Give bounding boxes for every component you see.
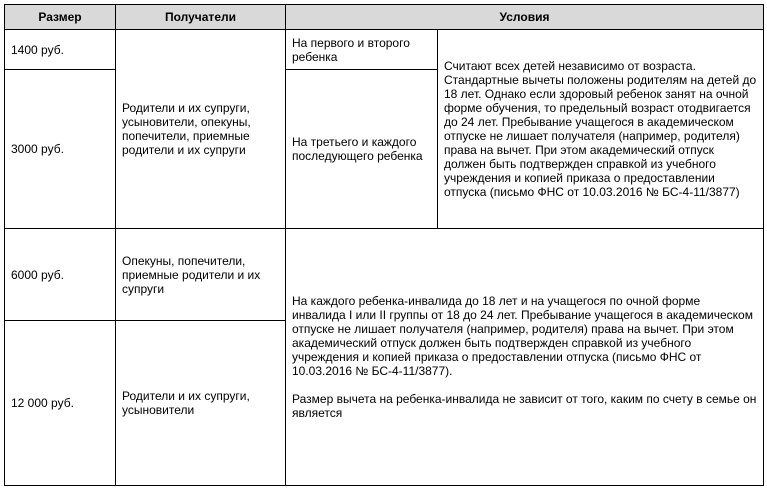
child-order-cell: На первого и второго ребенка — [286, 30, 438, 70]
table-row — [5, 229, 764, 321]
amount-cell: 12 000 руб. — [5, 321, 116, 486]
paragraph-gap — [292, 378, 757, 392]
conditions-cell: Считают всех детей независимо от возраста. Стандартные вычеты положены родителям на детей до 18 лет. Однако если здоровый ребенок занят на очной форме обучения, то предельный возраст отодвигается до 24 лет. Пребывание учащегося в академическом отпуске не лишает получателя (например, родителя) права на вычет. При этом академический отпуск должен быть подтвержден справкой из учебного учреждения и копией приказа о предоставлении отпуска (письмо ФНС от 10.03.2016 № БС-4-11/3877) — [438, 30, 764, 229]
conditions-paragraph: На каждого ребенка-инвалида до 18 лет и на учащегося по очной форме инвалида I или II группы от 18 до 24 лет. Пребывание учащегося в академическом отпуске не лишает получателя (например, родителя) права на вычет. При этом академический отпуск должен быть подтвержден справкой из учебного учреждения и копией приказа о предоставлении отпуска (письмо ФНС от 10.03.2016 № БС-4-11/3877). — [292, 294, 753, 378]
amount-cell: 3000 руб. — [5, 70, 116, 229]
conditions-cell — [286, 229, 764, 486]
recipients-cell: Родители и их супруги, усыновители, опекуны, попечители, приемные родители и их супруги — [116, 30, 286, 229]
recipients-cell: Опекуны, попечители, приемные родители и их супруги — [116, 229, 286, 321]
child-order-cell: На третьего и каждого последующего ребенка — [286, 70, 438, 229]
conditions-paragraph: Размер вычета на ребенка-инвалида не зависит от того, каким по счету в семье он является — [292, 392, 757, 420]
amount-cell: 1400 руб. — [5, 30, 116, 70]
amount-cell: 6000 руб. — [5, 229, 116, 321]
header-recipients: Получатели — [116, 5, 286, 30]
header-amount: Размер — [5, 5, 116, 30]
recipients-cell: Родители и их супруги, усыновители — [116, 321, 286, 486]
deductions-table — [4, 4, 764, 486]
header-conditions: Условия — [286, 5, 764, 30]
table-row — [5, 30, 764, 70]
table-header-row — [5, 5, 764, 30]
